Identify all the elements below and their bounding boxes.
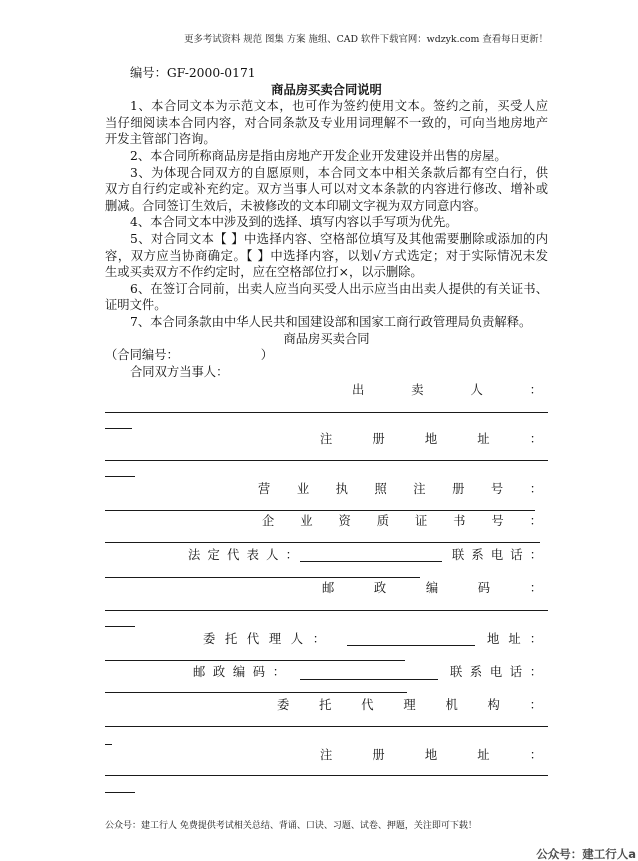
note-2-line-1: 2、本合同所称商品房是指由房地产开发企业开发建设并出售的房屋。	[130, 148, 507, 163]
fill-line	[105, 577, 420, 578]
agent-blank	[347, 645, 475, 646]
fill-line	[105, 412, 548, 413]
agent-postcode-label	[193, 664, 285, 681]
download-banner: 更多考试资料 规范 图集 方案 施组、CAD 软件下载官网：wdzyk.com 查看每日更新！	[184, 34, 548, 45]
label-char: 业	[296, 482, 310, 496]
label-char: 编	[232, 665, 246, 679]
agent-postcode-blank	[300, 679, 438, 680]
note-4-line-1: 4、本合同文本中涉及到的选择、填写内容以手写项为优先。	[130, 215, 458, 230]
label-char: ：	[529, 581, 542, 595]
label-char: 址	[477, 748, 490, 762]
label-char: 出	[352, 383, 365, 397]
fill-line-short	[105, 792, 135, 793]
contract-number	[105, 347, 548, 364]
label-char: ：	[529, 632, 542, 646]
label-char: 托	[319, 698, 332, 712]
seller-label	[352, 382, 542, 399]
legal-rep-label	[188, 547, 298, 564]
fill-line	[105, 460, 548, 461]
label-char: 委	[277, 698, 290, 712]
fill-line-short	[105, 428, 132, 429]
label-char: 码	[252, 665, 266, 679]
label-char: 册	[372, 432, 385, 446]
label-char: 托	[224, 632, 238, 646]
label-char: 业	[300, 514, 313, 528]
label-char: 号	[490, 482, 504, 496]
fill-line	[105, 775, 548, 776]
label-char: ：	[529, 698, 542, 712]
contract-number-close: ）	[260, 348, 274, 363]
label-char: 政	[373, 581, 387, 595]
label-char: 址	[508, 632, 521, 646]
label-char: 话	[509, 665, 523, 679]
note-6-line-1: 6、在签订合同前，出卖人应当向买受人出示应当由出卖人提供的有关证书、	[130, 281, 548, 296]
label-char: 册	[452, 482, 465, 496]
contract-notes	[105, 65, 548, 380]
label-char: 人	[290, 632, 304, 646]
fill-line	[105, 726, 548, 727]
label-char: 注	[320, 432, 333, 446]
agency-label	[277, 697, 542, 714]
note-1-line-2: 当仔细阅读本合同内容，对合同条款及专业用词理解不一致的，可向当地房地产	[105, 115, 548, 130]
fill-line	[105, 510, 535, 511]
label-char: 系	[471, 548, 484, 562]
label-char: 执	[335, 482, 348, 496]
label-char: ：	[529, 383, 542, 397]
note-6-line-2: 证明文件。	[105, 298, 167, 313]
label-char: ：	[529, 432, 542, 446]
label-char: ：	[272, 665, 285, 679]
seller-reg-address-label	[320, 431, 542, 448]
label-char: 代	[246, 632, 260, 646]
label-char: 企	[262, 514, 275, 528]
contract-number-label: （合同编号：	[105, 348, 179, 363]
label-char: 机	[445, 698, 458, 712]
label-char: 代	[361, 698, 374, 712]
agent-phone-label	[450, 664, 542, 681]
label-char: 构	[487, 698, 500, 712]
label-char: 地	[424, 432, 438, 446]
agency-reg-address-label	[320, 747, 542, 764]
label-char: 联	[452, 548, 465, 562]
fill-line-short	[105, 626, 135, 627]
label-char: ：	[529, 748, 542, 762]
label-char: 代	[227, 548, 240, 562]
parties-intro: 合同双方当事人：	[130, 364, 229, 379]
seller-postcode-label	[322, 580, 542, 597]
label-char: 邮	[322, 581, 335, 595]
label-char: 注	[320, 748, 333, 762]
label-char: 表	[246, 548, 259, 562]
note-5-line-1: 5、对合同文本【 】中选择内容、空格部位填写及其他需要删除或添加的内	[130, 231, 548, 246]
label-char: ：	[312, 632, 325, 646]
note-3-line-1: 3、为体现合同双方的自愿原则，本合同文本中相关条款后都有空白行，供	[130, 165, 548, 180]
label-char: 编	[425, 581, 439, 595]
label-char: 理	[403, 698, 416, 712]
legal-rep-phone-label	[452, 547, 542, 564]
label-char: ：	[285, 548, 298, 562]
label-char: 理	[268, 632, 282, 646]
label-char: 营	[258, 482, 271, 496]
fill-line	[105, 660, 405, 661]
label-char: 址	[477, 432, 490, 446]
note-5-line-2: 容，双方应当协商确定。【 】中选择内容，以划√方式选定；对于实际情况未发	[105, 248, 548, 263]
note-7-line-1: 7、本合同条款由中华人民共和国建设部和国家工商行政管理局负责解释。	[130, 314, 532, 329]
label-char: 人	[470, 383, 483, 397]
label-char: 邮	[193, 665, 206, 679]
label-char: 人	[266, 548, 279, 562]
notes-title: 商品房买卖合同说明	[271, 81, 382, 97]
label-char: 定	[207, 548, 220, 562]
label-char: 政	[212, 665, 226, 679]
label-char: ：	[529, 514, 542, 528]
label-char: 质	[376, 514, 390, 528]
label-char: 码	[477, 581, 491, 595]
agent-address-label	[487, 631, 542, 648]
note-1-line-1: 1、本合同文本为示范文本，也可作为签约使用文本。签约之前，买受人应	[130, 99, 548, 114]
label-char: 地	[424, 748, 438, 762]
label-char: 法	[188, 548, 201, 562]
watermark: 公众号：建工行人a	[536, 847, 636, 861]
fill-line	[105, 610, 548, 611]
label-char: 照	[374, 482, 387, 496]
label-char: 册	[372, 748, 385, 762]
fill-line	[105, 692, 407, 693]
footer-note: 公众号：建工行人 免费提供考试相关总结、背诵、口诀、习题、试卷、押题，关注即可下载！	[105, 821, 477, 831]
label-char: 号	[491, 514, 504, 528]
license-no-label	[258, 481, 542, 498]
fill-line	[105, 542, 540, 543]
note-5-line-3: 生或买卖双方不作约定时，应在空格部位打×，以示删除。	[105, 265, 423, 280]
label-char: ：	[529, 482, 542, 496]
label-char: 资	[338, 514, 351, 528]
label-char: 话	[510, 548, 523, 562]
label-char: 注	[413, 482, 426, 496]
document-code: 编号：GF-2000-0171	[130, 66, 256, 80]
label-char: ：	[529, 665, 542, 679]
note-1-line-3: 开发主管部门咨询。	[105, 132, 216, 147]
label-char: 卖	[411, 383, 424, 397]
legal-rep-blank	[300, 561, 442, 562]
label-char: 证	[414, 514, 428, 528]
fill-line-short	[105, 476, 135, 477]
label-char: 电	[489, 665, 503, 679]
label-char: 电	[490, 548, 504, 562]
label-char: 委	[203, 632, 216, 646]
contract-title: 商品房买卖合同	[283, 331, 370, 346]
label-char: 系	[469, 665, 483, 679]
label-char: 联	[450, 665, 463, 679]
label-char: 地	[487, 632, 500, 646]
note-3-line-2: 双方自行约定或补充约定。双方当事人可以对文本条款的内容进行修改、增补或	[105, 182, 548, 197]
agent-label	[203, 631, 325, 648]
label-char: ：	[529, 548, 542, 562]
qualification-no-label	[262, 513, 542, 530]
fill-line-short	[105, 744, 112, 745]
note-3-line-3: 删减。合同签订生效后，未被修改的文本印刷文字视为双方同意内容。	[105, 198, 487, 213]
label-char: 书	[453, 514, 466, 528]
